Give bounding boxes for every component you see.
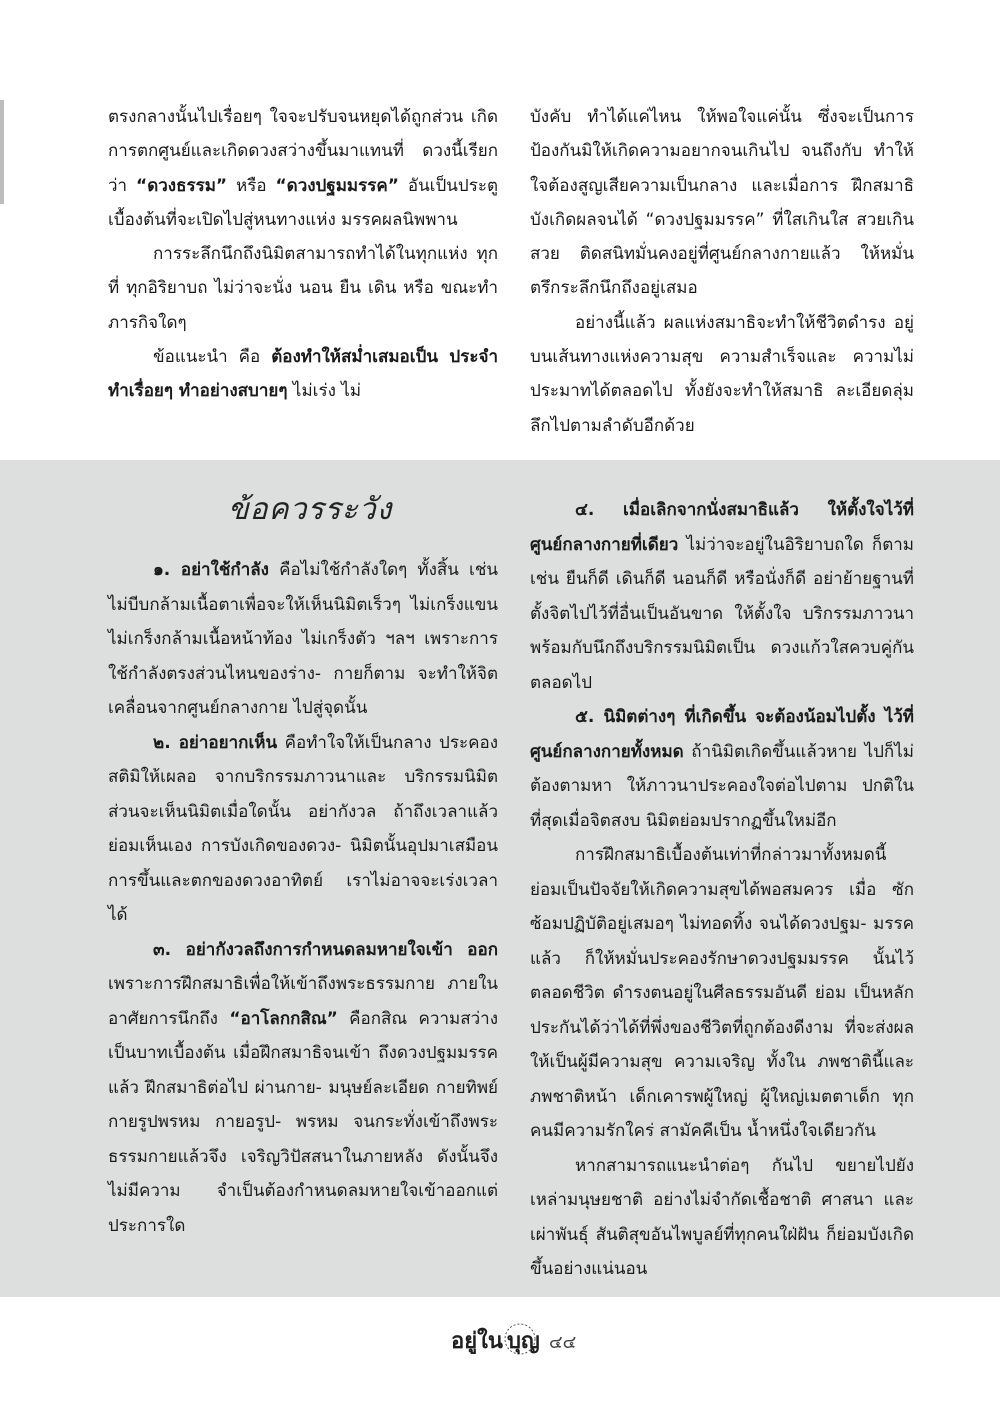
caution-column-left: [108, 553, 498, 1243]
paragraph: [530, 700, 914, 838]
svg-text:บุญ: บุญ: [507, 1329, 540, 1354]
bold-text: “ดวงธรรม”: [136, 175, 228, 196]
paragraph: [530, 493, 914, 700]
text-run: ข้อแนะนำ คือ: [153, 347, 272, 368]
bold-text: ๓. อย่ากังวลถึงการกำหนดลมหายใจเข้า ออก: [153, 939, 498, 960]
bold-text: “อาโลกกสิณ”: [229, 1008, 338, 1029]
paragraph: [108, 726, 498, 933]
page-number: ๔๔: [549, 1332, 577, 1353]
paragraph: [530, 306, 914, 443]
paragraph: [108, 237, 498, 340]
page-footer: [0, 1318, 1000, 1368]
bold-text: ต้องทำให้สม่ำเสมอเป็น ประจำ ทำเรื่อยๆ ทำอย่างสบายๆ: [108, 347, 498, 402]
svg-text:อยู่ใน: อยู่ใน: [451, 1329, 503, 1354]
caution-title: ข้อควรระวัง: [228, 492, 393, 527]
caution-column-right: [530, 493, 914, 1287]
caution-box: [0, 460, 1000, 1297]
text-run: การระลึกนึกถึงนิมิตสามารถทำได้ในทุกแห่ง ทุกที่ ทุกอิริยาบถ ไม่ว่าจะนั่ง นอน ยืน เดิน หรือ ขณะทำภารกิจใดๆ: [108, 244, 498, 333]
text-run: คือไม่ใช้กำลังใดๆ ทั้งสิ้น เช่น ไม่บีบกล้ามเนื้อตาเพื่อจะให้เห็นนิมิตเร็วๆ ไม่เกร็งแขน ไม่เกร็งกล้ามเนื้อหน้าท้อง ไม่เกร็งตัว ฯลฯ เพราะการใช้กำลังตรงส่วนไหนของร่าง- กายก็ตาม จะทำให้จิตเคลื่อนจากศูนย์กลางกาย ไปสู่จุดนั้น: [108, 560, 499, 718]
paragraph: [530, 838, 914, 1149]
text-run: ถ้านิมิตเกิดขึ้นแล้วหาย ไปก็ไม่ต้องตามหา ให้ภาวนาประคองใจต่อไปตาม ปกติในที่สุดเมื่อจิตสงบ นิมิตย่อมปรากฏขึ้นใหม่อีก: [530, 741, 914, 831]
text-run: ตรงกลางนั้นไปเรื่อยๆ ใจจะปรับจนหยุดได้ถูกส่วน เกิดการตกศูนย์และเกิดดวงสว่างขึ้นมาแทนที่ ดวงนี้เรียกว่า: [108, 107, 498, 196]
text-column-right: [530, 100, 914, 443]
text-run: อย่างนี้แล้ว ผลแห่งสมาธิจะทำให้ชีวิตดำรง อยู่บนเส้นทางแห่งความสุข ความสำเร็จและ ความไม่ประมาทได้ตลอดไป ทั้งยังจะทำให้สมาธิ ละเอียดลุ่มลึกไปตามลำดับอีกด้วย: [530, 312, 914, 436]
bold-text: ๕. นิมิตต่างๆ ที่เกิดขึ้น จะต้องน้อมไปตั้ง ไว้ที่ศูนย์กลางกายทั้งหมด: [530, 707, 914, 762]
body-text-section: [0, 0, 1000, 460]
paragraph: [108, 100, 498, 237]
paragraph: [108, 933, 498, 1244]
text-run: ไม่เร่ง ไม่: [287, 381, 362, 402]
bold-text: ๒. อย่าอยากเห็น: [153, 732, 278, 753]
text-run: คือกสิณ ความสว่างเป็นบาทเบื้องต้น เมื่อฝึกสมาธิจนเข้า ถึงดวงปฐมมรรคแล้ว ฝึกสมาธิต่อไป ผ่านกาย- มนุษย์ละเอียด กายทิพย์ กายรูปพรหม กายอรูป- พรหม จนกระทั่งเข้าถึงพระธรรมกายแล้วจึง เจริญวิปัสสนาในภายหลัง ดังนั้นจึงไม่มีความ จำเป็นต้องกำหนดลมหายใจเข้าออกแต่ประการใด: [108, 1008, 498, 1236]
bold-text: ๑. อย่าใช้กำลัง: [153, 560, 269, 580]
text-column-left: [108, 100, 498, 409]
paragraph: [108, 340, 498, 409]
text-run: การฝึกสมาธิเบื้องต้นเท่าที่กล่าวมาทั้งหมดนี้ ย่อมเป็นปัจจัยให้เกิดความสุขได้พอสมควร เมื่อ ซักซ้อมปฏิบัติอยู่เสมอๆ ไม่ทอดทิ้ง จนได้ดวงปฐม- มรรคแล้ว ก็ให้หมั่นประคองรักษาดวงปฐมมรรค นั้นไว้ตลอดชีวิต ดำรงตนอยู่ในศีลธรรมอันดี ย่อม เป็นหลักประกันได้ว่าได้ที่พึ่งของชีวิตที่ถูกต้องดีงาม ที่จะส่งผลให้เป็นผู้มีความสุข ความเจริญ ทั้งใน ภพชาตินี้และภพชาติหน้า เด็กเคารพผู้ใหญ่ ผู้ใหญ่เมตตาเด็ก ทุกคนมีความรักใคร่ สามัคคีเป็น น้ำหนึ่งใจเดียวกัน: [530, 845, 914, 1141]
text-run: คือทำใจให้เป็นกลาง ประคองสติมิให้เผลอ จากบริกรรมภาวนาและ บริกรรมนิมิต ส่วนจะเห็นนิมิตเมื่อใดนั้น อย่ากังวล ถ้าถึงเวลาแล้วย่อมเห็นเอง การบังเกิดของดวง- นิมิตนั้นอุปมาเสมือนการขึ้นและตกของดวงอาทิตย์ เราไม่อาจจะเร่งเวลาได้: [108, 732, 498, 925]
text-run: เพราะการฝึกสมาธิเพื่อให้เข้าถึงพระธรรมกาย ภายใน อาศัยการนึกถึง: [108, 974, 498, 1029]
text-run: หรือ: [227, 175, 276, 196]
paragraph: [108, 553, 498, 726]
text-run: อันเป็นประตูเบื้องต้นที่จะเปิดไปสู่หนทางแห่ง มรรคผลนิพพาน: [108, 175, 498, 230]
bold-text: ๔. เมื่อเลิกจากนั่งสมาธิแล้ว ให้ตั้งใจไว้ที่ ศูนย์กลางกายที่เดียว: [530, 500, 914, 555]
paragraph: [530, 1149, 914, 1287]
text-run: บังคับ ทำได้แค่ไหน ให้พอใจแค่นั้น ซึ่งจะเป็นการ ป้องกันมิให้เกิดความอยากจนเกินไป จนถึงกับ ทำให้ใจต้องสูญเสียความเป็นกลาง และเมื่อการ ฝึกสมาธิบังเกิดผลจนได้ “ดวงปฐมมรรค” ที่ใสเกินใส สวยเกินสวย ติดสนิทมั่นคงอยู่ที่ศูนย์กลางกายแล้ว ให้หมั่นตรึกระลึกนึกถึงอยู่เสมอ: [530, 107, 914, 299]
bold-text: “ดวงปฐมมรรค”: [275, 175, 399, 196]
text-run: ไม่ว่าจะอยู่ในอิริยาบถใด ก็ตาม เช่น ยืนก็ดี เดินก็ดี นอนก็ดี หรือนั่งก็ดี อย่าย้ายฐานที่ตั้งจิตไปไว้ที่อื่นเป็นอันขาด ให้ตั้งใจ บริกรรมภาวนา พร้อมกับนึกถึงบริกรรมนิมิตเป็น ดวงแก้วใสควบคู่กันตลอดไป: [530, 534, 914, 693]
magazine-logo: [447, 1318, 547, 1360]
paragraph: [530, 100, 914, 306]
text-run: หากสามารถแนะนำต่อๆ กันไป ขยายไปยัง เหล่ามนุษยชาติ อย่างไม่จำกัดเชื้อชาติ ศาสนา และเผ่าพันธุ์ สันติสุขอันไพบูลย์ที่ทุกคนใฝ่ฝัน ก็ย่อมบังเกิดขึ้นอย่างแน่นอน: [530, 1155, 914, 1279]
